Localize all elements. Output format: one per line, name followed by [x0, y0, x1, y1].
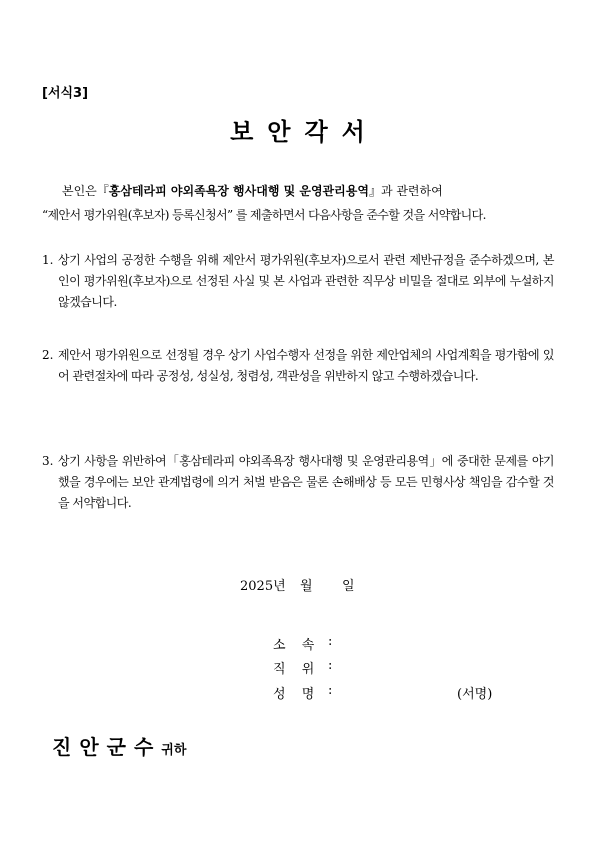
position-colon: : — [328, 658, 333, 673]
date-year: 2025년 — [240, 579, 286, 594]
form-number: [서식3] — [42, 86, 89, 101]
affiliation-label: 소 속 — [273, 638, 321, 653]
name-label: 성 명 — [273, 687, 321, 702]
addressee — [52, 731, 186, 760]
pledge-number: 1. — [42, 253, 54, 267]
signature-mark: (서명) — [457, 687, 493, 702]
intro-suffix: 』과 관련하여 — [368, 184, 443, 198]
document-title: 보안각서 — [230, 118, 379, 146]
intro-line-2: “제안서 평가위원(후보자) 등록신청서” 를 제출하면서 다음사항을 준수할 것을 서약합니다. — [42, 208, 486, 222]
name-colon: : — [328, 683, 333, 698]
pledge-number: 2. — [42, 348, 54, 362]
date-month: 월 — [300, 579, 313, 594]
pledge-text: 제안서 평가위원으로 선정될 경우 상기 사업수행자 선정을 위한 제안업체의 사업계획을 평가함에 있어 관련절차에 따라 공정성, 성실성, 청렴성, 객관성을 위반하지 않고 수행하겠습니다. — [58, 348, 554, 383]
position-label: 직 위 — [273, 662, 321, 677]
pledge-item-1 — [42, 250, 554, 313]
pledge-item-2 — [42, 345, 554, 387]
addressee-honorific: 귀하 — [161, 743, 187, 758]
intro-line-1 — [62, 182, 443, 199]
project-name: 홍삼테라피 야외족욕장 행사대행 및 운영관리용역 — [108, 184, 369, 198]
affiliation-colon: : — [328, 634, 333, 649]
pledge-text: 상기 사업의 공정한 수행을 위해 제안서 평가위원(후보자)으로서 관련 제반규정을 준수하겠으며, 본인이 평가위원(후보자)으로 선정된 사실 및 본 사업과 관련한 직무상 비밀을 절대로 외부에 누설하지 않겠습니다. — [58, 253, 554, 309]
addressee-organization: 진안군수 — [52, 735, 162, 759]
pledge-number: 3. — [42, 454, 54, 468]
pledge-item-3 — [42, 451, 554, 514]
date-day: 일 — [342, 579, 355, 594]
intro-prefix: 본인은『 — [62, 184, 109, 198]
pledge-text: 상기 사항을 위반하여「홍삼테라피 야외족욕장 행사대행 및 운영관리용역」에 중대한 문제를 야기했을 경우에는 보안 관계법령에 의거 처벌 받음은 물론 손해배상 등 모든 민형사상 책임을 감수할 것을 서약합니다. — [58, 454, 554, 510]
